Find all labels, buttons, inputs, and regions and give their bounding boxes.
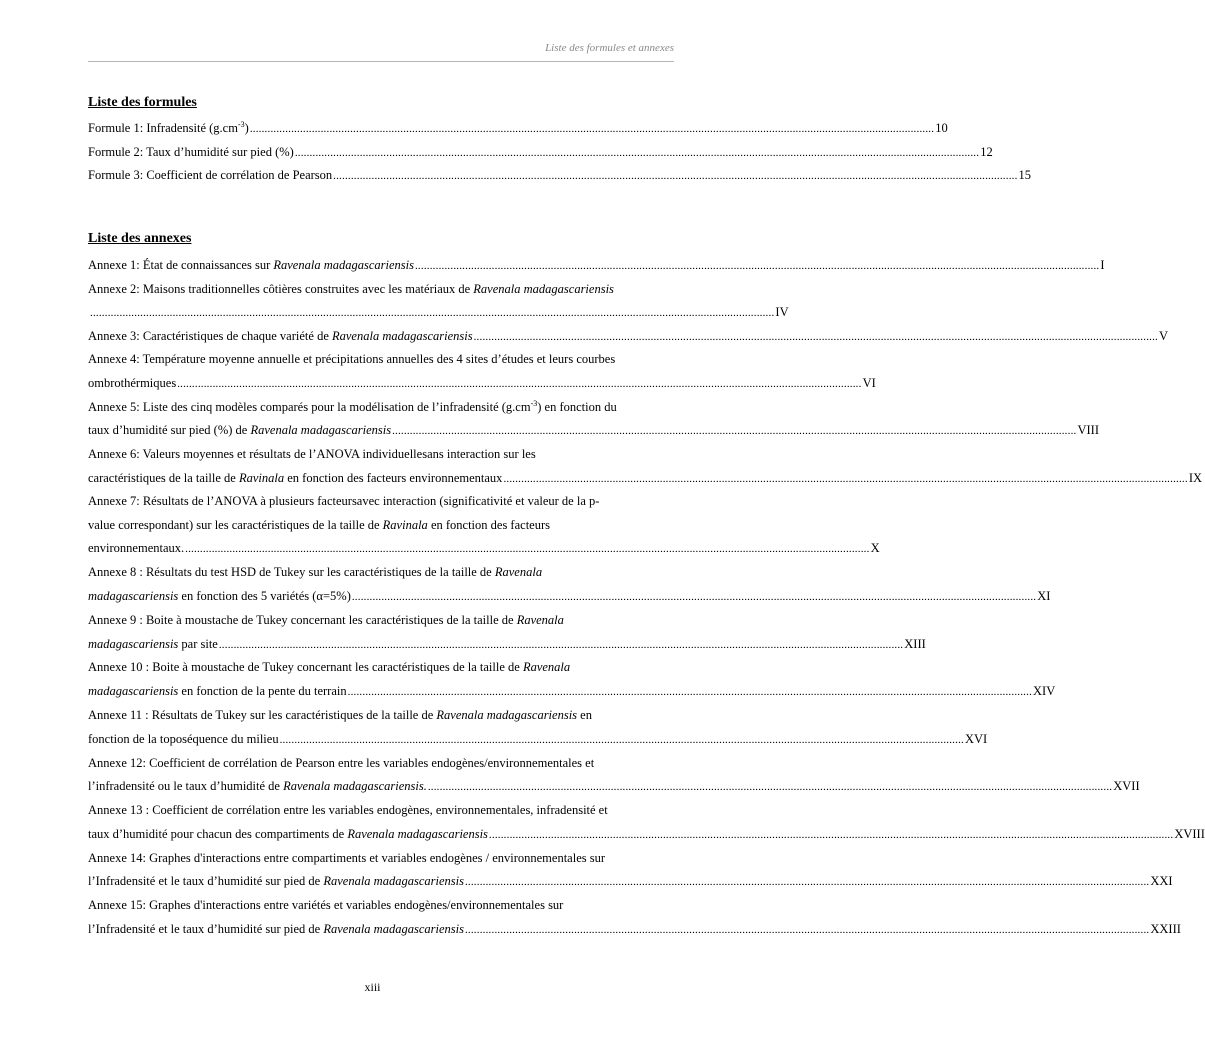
annex-page-number: IX [1188, 471, 1203, 485]
annex-text: ombrothérmiques [88, 376, 177, 390]
dot-leader [352, 589, 1036, 605]
annex-entry-2-line2[interactable] [88, 304, 789, 321]
annex-species: Ravenala madagascariensis [347, 827, 488, 841]
formula-page-number: 10 [935, 121, 948, 135]
annex-text: taux d’humidité pour chacun des compartiments de [88, 827, 348, 841]
annex-superscript: -3 [530, 398, 538, 408]
annex-text: Annexe 3: Caractéristiques de chaque variété de [88, 329, 332, 343]
annex-species: Ravenala [522, 660, 571, 674]
dot-leader [333, 168, 1017, 184]
dot-leader [503, 471, 1187, 487]
annex-text: environnementaux. [88, 541, 185, 555]
formula-page-number: 15 [1018, 168, 1032, 182]
annex-entry-12-line1[interactable] [88, 755, 674, 771]
annex-species: Ravenala [494, 565, 543, 579]
annex-page-number: XVI [964, 732, 988, 746]
annex-text: value correspondant) sur les caractéristiques de la taille de [88, 518, 383, 532]
annex-entry-7-line1[interactable] [88, 493, 674, 509]
formula-entry-3[interactable] [88, 167, 1032, 184]
annex-text: l’Infradensité et le taux d’humidité sur pied de [88, 922, 324, 936]
annex-text: Annexe 5: Liste des cinq modèles comparés pour la modélisation de l’infradensité (g.cm [88, 400, 531, 414]
formula-text: Formule 1: Infradensité (g.cm [88, 121, 238, 135]
annex-species: Ravenala madagascariensis [250, 423, 392, 437]
annex-page-number: VI [862, 376, 876, 390]
annex-text: en fonction des facteurs [427, 518, 550, 532]
annex-text: ) en fonction du [537, 400, 617, 414]
annex-species: Ravenala madagascariensis [273, 258, 414, 272]
annex-species: Ravinala [382, 518, 428, 532]
annex-text: taux d’humidité sur pied (%) de [88, 423, 251, 437]
formula-entry-2[interactable] [88, 144, 993, 161]
dot-leader [415, 258, 1099, 274]
annex-page-number: XXI [1150, 874, 1173, 888]
page-number: xiii [364, 980, 381, 994]
annex-entry-2-line1[interactable] [88, 281, 674, 297]
formula-text: ) [244, 121, 249, 135]
annex-text: Annexe 8 : Résultats du test HSD de Tukey sur les caractéristiques de la taille de [88, 565, 495, 579]
annex-text: Annexe 6: Valeurs moyennes et résultats de l’ANOVA individuellesans interaction sur les [88, 447, 536, 461]
annex-page-number: XVIII [1174, 827, 1205, 841]
annex-species: Ravenala madagascariensis [323, 874, 464, 888]
annex-text: Annexe 14: Graphes d'interactions entre compartiments et variables endogènes / environnementales sur [88, 851, 606, 865]
annex-entry-4-line2[interactable] [88, 375, 876, 392]
dot-leader [489, 827, 1173, 843]
dot-leader [250, 121, 934, 137]
annex-entry-11-line2[interactable] [88, 731, 988, 748]
annex-text: Annexe 1: État de connaissances sur [88, 258, 274, 272]
formula-text: Formule 3: Coefficient de corrélation de Pearson [88, 168, 333, 182]
annex-text: Annexe 15: Graphes d'interactions entre variétés et variables endogènes/environnementales sur [88, 898, 564, 912]
dot-leader [280, 732, 964, 748]
annex-species: Ravenala madagascariensis [473, 282, 614, 296]
formula-entry-1[interactable] [88, 119, 948, 137]
annex-text: en fonction de la pente du terrain [178, 684, 347, 698]
annex-species: Ravenala madagascariensis [436, 708, 578, 722]
annex-text: en [577, 708, 592, 722]
annex-entry-11-line1[interactable] [88, 707, 674, 723]
annex-text: Annexe 2: Maisons traditionnelles côtières construites avec les matériaux de [88, 282, 474, 296]
annex-page-number: IV [775, 305, 789, 319]
annex-species: Ravenala [516, 613, 564, 627]
annex-text: l’infradensité ou le taux d’humidité de [88, 779, 284, 793]
dot-leader [185, 541, 869, 557]
annex-entry-14-line1[interactable] [88, 850, 674, 866]
annex-text: Annexe 7: Résultats de l’ANOVA à plusieurs facteursavec interaction (significativité et valeur de la p- [88, 494, 600, 508]
dot-leader [219, 637, 903, 653]
annex-entry-4-line1[interactable] [88, 351, 674, 367]
annex-species: Ravenala madagascariensis [332, 329, 473, 343]
annexes-heading: Liste des annexes [88, 231, 192, 246]
formula-superscript: -3 [237, 119, 245, 129]
dot-leader [474, 329, 1158, 345]
annex-entry-5-line2[interactable] [88, 422, 1099, 439]
formula-page-number: 12 [980, 145, 993, 159]
annex-entry-15-line1[interactable] [88, 897, 674, 913]
annex-species: Ravinala [238, 471, 285, 485]
dot-leader [295, 145, 979, 161]
annex-text: par site [178, 637, 218, 651]
annex-entry-3[interactable] [88, 328, 1169, 345]
annex-page-number: XXIII [1150, 922, 1181, 936]
dot-leader [465, 874, 1149, 890]
annex-text: Annexe 11 : Résultats de Tukey sur les caractéristiques de la taille de [88, 708, 437, 722]
annex-species: madagascariensis [88, 637, 179, 651]
annex-text: Annexe 4: Température moyenne annuelle et précipitations annuelles des 4 sites d’études et leurs courbes [88, 352, 616, 366]
annex-page-number: I [1100, 258, 1105, 272]
annex-species: Ravenala madagascariensis [323, 922, 464, 936]
annex-entry-10-line1[interactable] [88, 659, 674, 675]
annex-entry-9-line2[interactable] [88, 636, 926, 653]
formulas-heading: Liste des formules [88, 95, 197, 110]
annex-text: Annexe 12: Coefficient de corrélation de Pearson entre les variables endogènes/environnementales et [88, 756, 595, 770]
dot-leader [392, 423, 1076, 439]
annex-text: l’Infradensité et le taux d’humidité sur pied de [88, 874, 324, 888]
annex-text: fonction de la toposéquence du milieu [88, 732, 279, 746]
annex-page-number: XVII [1113, 779, 1140, 793]
annex-entry-8-line1[interactable] [88, 564, 674, 580]
annex-entry-13-line2[interactable] [88, 826, 1205, 843]
annex-page-number: XIV [1033, 684, 1056, 698]
annex-species: madagascariensis [88, 589, 179, 603]
running-header: Liste des formules et annexes [545, 42, 674, 54]
dot-leader [177, 376, 861, 392]
annex-entry-6-line1[interactable] [88, 446, 674, 462]
header-rule [88, 61, 674, 62]
dot-leader [428, 779, 1112, 795]
annex-entry-9-line1[interactable] [88, 612, 674, 628]
annex-entry-7-line3[interactable] [88, 540, 880, 557]
annex-text: caractéristiques de la taille de [88, 471, 239, 485]
annex-entry-1[interactable] [88, 257, 1105, 274]
annex-text: en fonction des facteurs environnementaux [284, 471, 503, 485]
annex-entry-8-line2[interactable] [88, 588, 1051, 605]
annex-text: Annexe 13 : Coefficient de corrélation entre les variables endogènes, environnementales, infradensité et [88, 803, 608, 817]
annex-entry-15-line2[interactable] [88, 921, 1181, 938]
annex-entry-13-line1[interactable] [88, 802, 674, 818]
annex-entry-5-line1[interactable] [88, 399, 674, 415]
dot-leader [348, 684, 1032, 700]
annex-entry-14-line2[interactable] [88, 873, 1173, 890]
annex-page-number: V [1159, 329, 1169, 343]
annex-page-number: VIII [1077, 423, 1099, 437]
annex-page-number: X [870, 541, 880, 555]
annex-text: Annexe 9 : Boite à moustache de Tukey concernant les caractéristiques de la taille de [88, 613, 517, 627]
annex-entry-7-line2[interactable] [88, 517, 674, 533]
annex-text: en fonction des 5 variétés (α=5%) [178, 589, 351, 603]
annex-species: madagascariensis [88, 684, 179, 698]
dot-leader [465, 922, 1149, 938]
annex-species: Ravenala madagascariensis. [283, 779, 427, 793]
annex-entry-10-line2[interactable] [88, 683, 1056, 700]
annex-entry-6-line2[interactable] [88, 470, 1203, 487]
annex-page-number: XI [1037, 589, 1051, 603]
annex-page-number: XIII [904, 637, 926, 651]
annex-entry-12-line2[interactable] [88, 778, 1140, 795]
dot-leader [90, 305, 774, 321]
formula-text: Formule 2: Taux d’humidité sur pied (%) [88, 145, 294, 159]
annex-text: Annexe 10 : Boite à moustache de Tukey concernant les caractéristiques de la taille de [88, 660, 523, 674]
